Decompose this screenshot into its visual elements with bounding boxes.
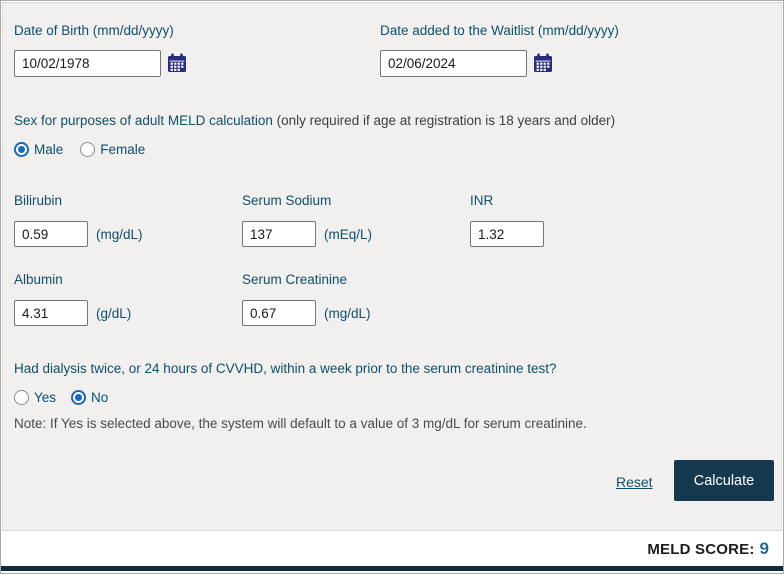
creatinine-label: Serum Creatinine — [242, 272, 348, 287]
male-radio[interactable] — [14, 142, 29, 157]
sex-label-paren: (only required if age at registration is 18 years and older) — [276, 113, 616, 128]
female-radio[interactable] — [80, 142, 95, 157]
dob-input[interactable] — [14, 50, 161, 77]
dob-label: Date of Birth (mm/dd/yyyy) — [14, 23, 174, 38]
sex-radio-group — [14, 142, 145, 157]
bilirubin-unit: (mg/dL) — [96, 227, 143, 242]
waitlist-calendar-icon[interactable] — [533, 53, 553, 78]
waitlist-date-label: Date added to the Waitlist (mm/dd/yyyy) — [380, 23, 619, 38]
dialysis-option-yes[interactable] — [14, 390, 56, 405]
sex-label-main: Sex for purposes of adult MELD calculation — [14, 113, 273, 128]
dob-calendar-icon[interactable] — [167, 53, 187, 78]
no-radio-label: No — [91, 390, 109, 405]
sex-label — [14, 113, 615, 128]
waitlist-date-input[interactable] — [380, 50, 527, 77]
bilirubin-label: Bilirubin — [14, 193, 63, 208]
creatinine-unit: (mg/dL) — [324, 306, 371, 321]
meld-form-panel — [2, 2, 782, 531]
bilirubin-input[interactable] — [14, 221, 88, 247]
yes-radio[interactable] — [14, 390, 29, 405]
sex-option-female[interactable] — [80, 142, 145, 157]
no-radio[interactable] — [71, 390, 86, 405]
meld-score-label: MELD SCORE: — [647, 540, 755, 558]
albumin-label: Albumin — [14, 272, 63, 287]
inr-input[interactable] — [470, 221, 544, 247]
sodium-unit: (mEq/L) — [324, 227, 373, 242]
meld-score-strip — [2, 532, 782, 566]
inr-label: INR — [470, 193, 494, 208]
dialysis-question-label: Had dialysis twice, or 24 hours of CVVHD, within a week prior to the serum creatinine test? — [14, 361, 557, 376]
dialysis-option-no[interactable] — [71, 390, 108, 405]
dialysis-note: Note: If Yes is selected above, the system will default to a value of 3 mg/dL for serum creatinine. — [14, 416, 587, 431]
sodium-input[interactable] — [242, 221, 316, 247]
creatinine-input[interactable] — [242, 300, 316, 326]
meld-score-value: 9 — [759, 539, 769, 558]
sex-option-male[interactable] — [14, 142, 63, 157]
yes-radio-label: Yes — [34, 390, 57, 405]
female-radio-label: Female — [100, 142, 146, 157]
calculate-button[interactable]: Calculate — [674, 460, 774, 501]
reset-link[interactable]: Reset — [616, 474, 653, 490]
male-radio-label: Male — [34, 142, 64, 157]
dialysis-radio-group — [14, 390, 108, 405]
albumin-input[interactable] — [14, 300, 88, 326]
sodium-label: Serum Sodium — [242, 193, 332, 208]
albumin-unit: (g/dL) — [96, 306, 132, 321]
footer-bar — [1, 566, 784, 571]
